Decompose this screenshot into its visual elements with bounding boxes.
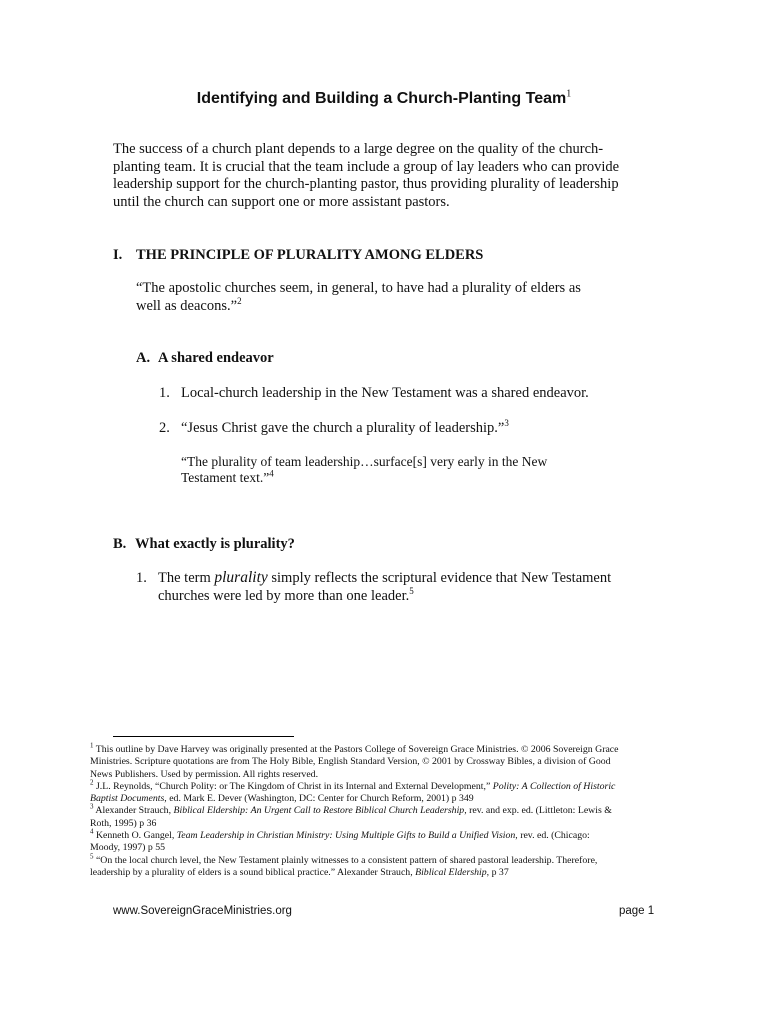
quote-line: Testament text.” bbox=[181, 470, 270, 485]
section-1-title: THE PRINCIPLE OF PLURALITY AMONG ELDERS bbox=[136, 247, 484, 263]
footnote-1 bbox=[90, 741, 640, 756]
list-item-number: 1. bbox=[136, 570, 147, 586]
list-item-number: 2. bbox=[159, 420, 170, 436]
footnote-title: Polity: A Collection of Historic bbox=[492, 780, 616, 792]
footnote-separator bbox=[113, 736, 294, 737]
document-title bbox=[0, 90, 768, 108]
intro-line: The success of a church plant depends to a large degree on the quality of the church- bbox=[113, 141, 604, 157]
section-1-number: I. bbox=[113, 247, 123, 263]
footnote-text: “On the local church level, the New Testament plainly witnesses to a consistent pattern of shared pastoral leadership. Therefore, bbox=[93, 854, 598, 866]
footnote-text: , ed. Mark E. Dever (Washington, DC: Center for Church Reform, 2001) p 349 bbox=[164, 793, 474, 805]
emphasized-term: plurality bbox=[214, 569, 268, 586]
footnotes bbox=[90, 741, 640, 879]
subsection-b-letter: B. bbox=[113, 536, 127, 552]
section-1-heading bbox=[113, 247, 483, 264]
footnote-text: Ministries. Scripture quotations are from The Holy Bible, English Standard Version, © 2001 by Crossway Bibles, a division of Good bbox=[90, 756, 611, 768]
footnote-text: Moody, 1997) p 55 bbox=[90, 842, 166, 854]
page-number: page 1 bbox=[619, 905, 655, 917]
list-item bbox=[159, 385, 589, 403]
list-item-text: simply reflects the scriptural evidence that New Testament bbox=[267, 570, 612, 586]
footnote-text: leadership by a plurality of elders is a sound biblical practice.” Alexander Strauch, bbox=[90, 866, 416, 878]
footnote-3 bbox=[90, 805, 640, 817]
list-item-text: Local-church leadership in the New Testament was a shared endeavor. bbox=[181, 385, 589, 401]
footer-url: www.SovereignGraceMinistries.org bbox=[113, 905, 292, 917]
title-footnote-mark: 1 bbox=[566, 88, 572, 100]
quote-line: well as deacons.” bbox=[136, 297, 238, 314]
section-1-quote bbox=[136, 280, 616, 315]
footnote-text: Alexander Strauch, bbox=[93, 805, 174, 817]
subsection-b-title: What exactly is plurality? bbox=[135, 536, 295, 552]
footnote-mark: 5 bbox=[90, 852, 94, 861]
footnote-text: , rev. and exp. ed. (Littleton: Lewis & bbox=[464, 805, 612, 817]
quote-line: “The apostolic churches seem, in general, to have had a plurality of elders as bbox=[136, 280, 581, 296]
list-item-text: churches were led by more than one leader. bbox=[158, 587, 410, 604]
footnote-text: J.L. Reynolds, “Church Polity: or The Kingdom of Christ in its Internal and External Development,” bbox=[93, 780, 493, 792]
footnote-text: Roth, 1995) p 36 bbox=[90, 817, 157, 829]
list-item-text: “Jesus Christ gave the church a plurality of leadership.” bbox=[181, 420, 505, 436]
footnote-mark: 2 bbox=[90, 778, 94, 787]
subsection-a-quote bbox=[181, 454, 601, 486]
footnote-mark: 3 bbox=[90, 803, 94, 812]
subsection-b-heading bbox=[113, 536, 295, 553]
footnote-2 bbox=[90, 778, 640, 793]
footnote-ref: 4 bbox=[269, 468, 274, 479]
footnote-text: Kenneth O. Gangel, bbox=[93, 830, 177, 842]
footnote-text: News Publishers. Used by permission. All rights reserved. bbox=[90, 768, 319, 780]
footnote-ref: 2 bbox=[237, 295, 242, 306]
footnote-line bbox=[90, 793, 640, 805]
list-item bbox=[136, 569, 656, 605]
list-item-text: The term bbox=[158, 570, 215, 586]
footnote-text: This outline by Dave Harvey was originally presented at the Pastors College of Sovereign Grace Ministries. © 2006 Sovereign Grace bbox=[93, 744, 619, 755]
footnote-text: , rev. ed. (Chicago: bbox=[515, 830, 590, 842]
quote-line: “The plurality of team leadership…surface[s] very early in the New bbox=[181, 454, 548, 469]
title-text: Identifying and Building a Church-Planting Team bbox=[196, 90, 567, 107]
subsection-a-title: A shared endeavor bbox=[158, 350, 274, 366]
intro-line: until the church can support one or more assistant pastors. bbox=[113, 193, 450, 210]
intro-line: leadership support for the church-planting pastor, thus providing plurality of leadership bbox=[113, 176, 619, 192]
intro-line: planting team. It is crucial that the team include a group of lay leaders who can provide bbox=[113, 158, 620, 175]
footnote-title: Team Leadership in Christian Ministry: Using Multiple Gifts to Build a Unified Vision bbox=[176, 830, 516, 842]
list-item-number: 1. bbox=[159, 385, 170, 401]
footnote-4 bbox=[90, 827, 640, 842]
list-item bbox=[159, 420, 509, 438]
footnote-mark: 1 bbox=[90, 741, 94, 750]
footnote-mark: 4 bbox=[90, 827, 94, 836]
subsection-a-letter: A. bbox=[136, 350, 151, 366]
footnote-ref: 3 bbox=[504, 418, 509, 429]
footnote-title: Biblical Eldership: An Urgent Call to Restore Biblical Church Leadership bbox=[173, 805, 465, 817]
footnote-ref: 5 bbox=[409, 585, 414, 596]
intro-paragraph bbox=[113, 141, 643, 211]
footnote-text: , p 37 bbox=[486, 866, 509, 878]
subsection-a-heading bbox=[136, 350, 274, 367]
footnote-line bbox=[90, 867, 640, 879]
footnote-title: Baptist Documents bbox=[90, 793, 165, 805]
footnote-title: Biblical Eldership bbox=[415, 866, 487, 878]
footnote-5 bbox=[90, 852, 640, 867]
